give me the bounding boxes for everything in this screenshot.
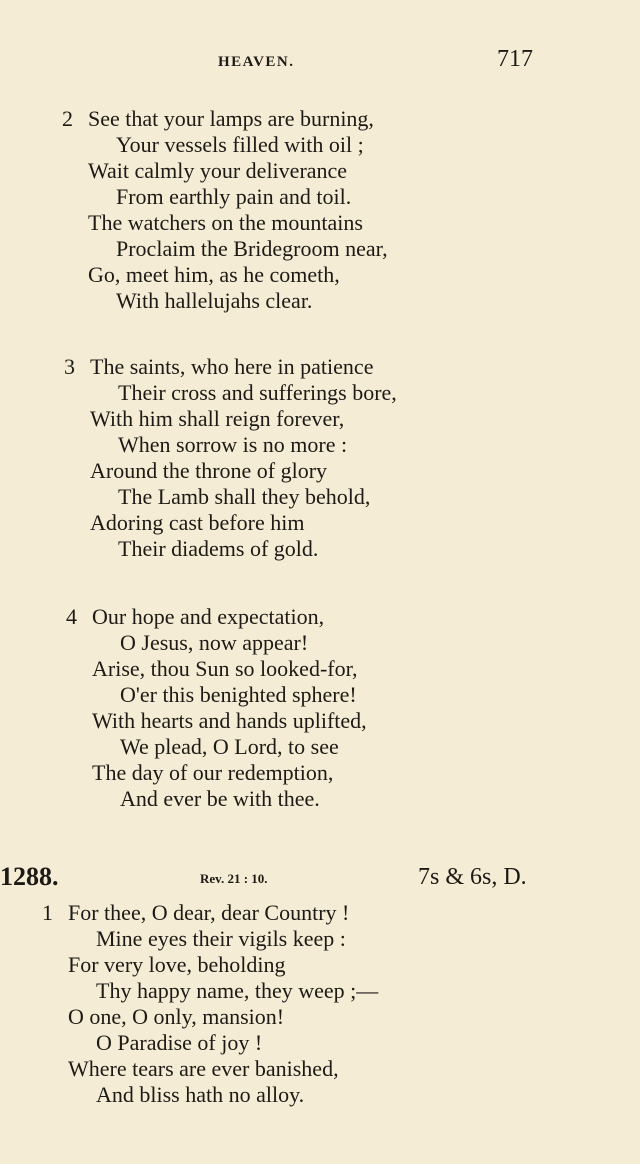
hymn-header — [0, 862, 640, 892]
stanza-number: 4 — [66, 604, 77, 629]
verse-line: With hallelujahs clear. — [116, 288, 313, 313]
verse-line: And ever be with thee. — [120, 786, 320, 811]
stanza-number: 2 — [62, 106, 73, 131]
verse-line: From earthly pain and toil. — [116, 184, 352, 209]
stanza-number: 1 — [42, 900, 53, 925]
verse-line: Adoring cast before him — [90, 510, 305, 535]
hymn-meter: 7s & 6s, D. — [418, 864, 527, 890]
verse-line: O Jesus, now appear! — [120, 630, 309, 655]
verse-line: The day of our redemption, — [92, 760, 334, 785]
verse-line: For very love, beholding — [68, 952, 286, 977]
verse-line: O one, O only, mansion! — [68, 1004, 285, 1029]
verse-line: Arise, thou Sun so looked-for, — [92, 656, 358, 681]
verse-line: See that your lamps are burning, — [88, 106, 374, 131]
verse-line: Their cross and sufferings bore, — [118, 380, 397, 405]
verse-line: O'er this benighted sphere! — [120, 682, 357, 707]
scripture-reference: Rev. 21 : 10. — [200, 871, 268, 886]
hymn-number: 1288. — [0, 862, 59, 891]
verse-line: The Lamb shall they behold, — [118, 484, 371, 509]
verse-line: For thee, O dear, dear Country ! — [68, 900, 350, 925]
verse-line: The watchers on the mountains — [88, 210, 363, 235]
stanza-number: 3 — [64, 354, 75, 379]
verse-line: With him shall reign forever, — [90, 406, 345, 431]
verse-line: Wait calmly your deliverance — [88, 158, 348, 183]
verse-line: Around the throne of glory — [90, 458, 328, 483]
verse-line: And bliss hath no alloy. — [96, 1082, 305, 1107]
verse-line: Proclaim the Bridegroom near, — [116, 236, 388, 261]
verse-line: With hearts and hands uplifted, — [92, 708, 367, 733]
verse-line: The saints, who here in patience — [90, 354, 374, 379]
verse-line: Our hope and expectation, — [92, 604, 325, 629]
verse-line: Where tears are ever banished, — [68, 1056, 339, 1081]
verse-line: Your vessels filled with oil ; — [116, 132, 364, 157]
verse-line: We plead, O Lord, to see — [120, 734, 339, 759]
verse-line: Thy happy name, they weep ;— — [96, 978, 379, 1003]
verse-line: Go, meet him, as he cometh, — [88, 262, 340, 287]
page-number: 717 — [497, 46, 533, 72]
verse-line: When sorrow is no more : — [118, 432, 348, 457]
running-head — [0, 46, 640, 74]
verse-line: Their diadems of gold. — [118, 536, 319, 561]
running-title: HEAVEN. — [218, 54, 295, 70]
verse-line: Mine eyes their vigils keep : — [96, 926, 346, 951]
verse-line: O Paradise of joy ! — [96, 1030, 263, 1055]
